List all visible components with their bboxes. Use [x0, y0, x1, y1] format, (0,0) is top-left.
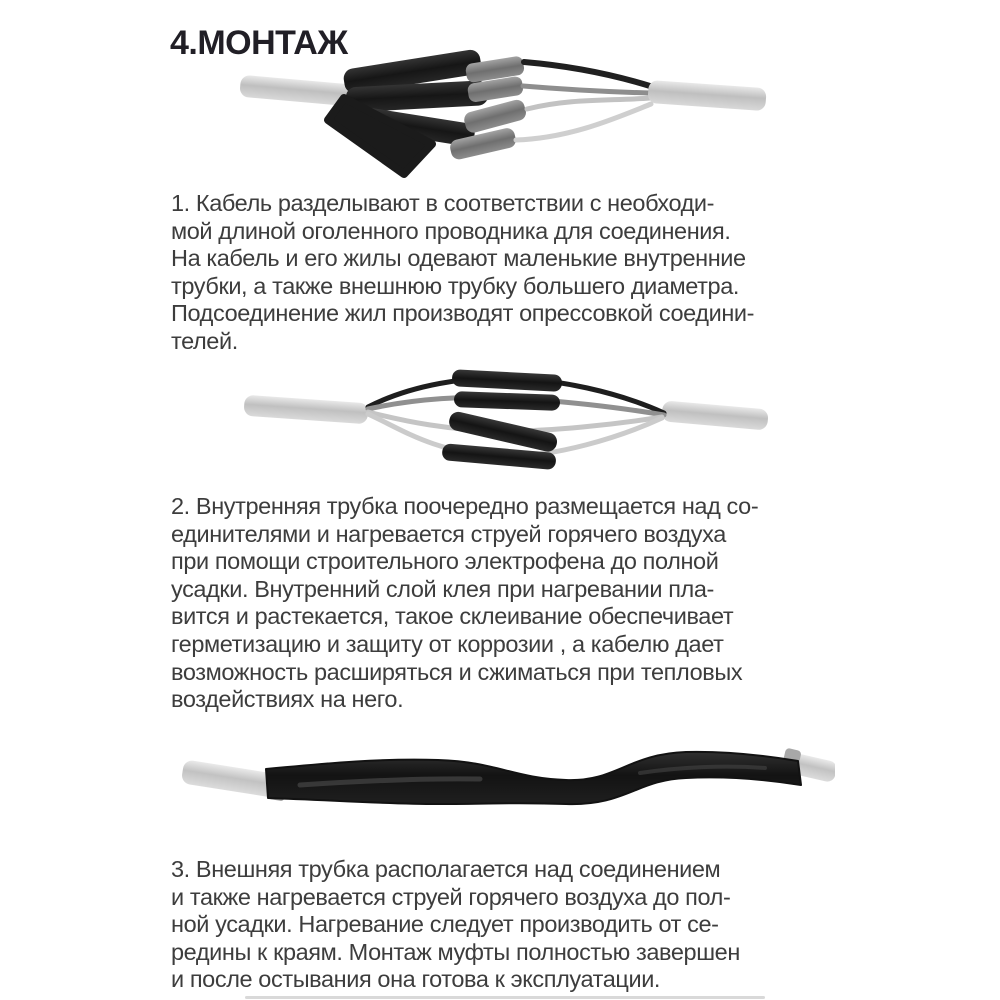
step-2-paragraph: [171, 493, 758, 714]
text-line: 3. Внешняя трубка располагается над соединением: [171, 856, 721, 882]
text-line: мой длиной оголенного проводника для соединения.: [171, 217, 731, 244]
text-line: воздействиях на него.: [171, 686, 404, 713]
right-cable: [661, 400, 768, 430]
step-2-cable-photo: [238, 368, 772, 476]
step-1-cable-photo: [236, 46, 768, 182]
text-line: ной усадки. Нагревание следует производить от се-: [171, 911, 719, 938]
step-3-cable-photo: [180, 745, 835, 830]
step-2-cable-illustration: [238, 368, 772, 476]
text-line: вится и растекается, такое склеивание обеспечивает: [171, 603, 734, 630]
outer-heat-shrink-tube: [266, 752, 801, 804]
step-1-cable-illustration: [236, 46, 768, 182]
text-line: и после остывания она готова к эксплуатации.: [171, 966, 661, 993]
text-line: герметизацию и защиту от коррозии , а кабелю дает: [171, 630, 724, 657]
text-line: возможность расширяться и сжиматься при тепловых: [171, 658, 743, 685]
text-line: На кабель и его жилы одевают маленькие внутренние: [171, 245, 746, 272]
text-line: единителями и нагревается струей горячего воздуха: [171, 520, 726, 547]
text-line: редины к краям. Монтаж муфты полностью завершен: [171, 938, 740, 965]
spliced-wires: [368, 378, 664, 456]
page-bottom-crop-line: [245, 996, 765, 999]
text-line: и также нагревается струей горячего воздуха до пол-: [171, 883, 731, 910]
text-line: усадки. Внутренний слой клея при нагревании пла-: [171, 575, 714, 602]
text-line: трубки, а также внешнюю трубку большего диаметра.: [171, 272, 740, 299]
text-line: 2. Внутренняя трубка поочередно размещается над со-: [171, 493, 759, 519]
step-3-paragraph: [171, 856, 740, 994]
section-title: 4.МОНТАЖ: [170, 23, 348, 62]
text-line: Подсоединение жил производят опрессовкой соедини-: [171, 300, 755, 327]
fanned-wires: [516, 62, 651, 140]
text-line: телей.: [171, 327, 238, 354]
step-3-cable-illustration: [180, 745, 835, 830]
right-cable: [647, 80, 766, 111]
step-1-paragraph: [171, 190, 754, 356]
text-line: 1. Кабель разделывают в соответствии с необходи-: [171, 190, 715, 216]
inner-heat-shrink-tubes: [442, 369, 563, 470]
text-line: при помощи строительного электрофена до полной: [171, 548, 719, 575]
left-cable: [243, 395, 368, 425]
